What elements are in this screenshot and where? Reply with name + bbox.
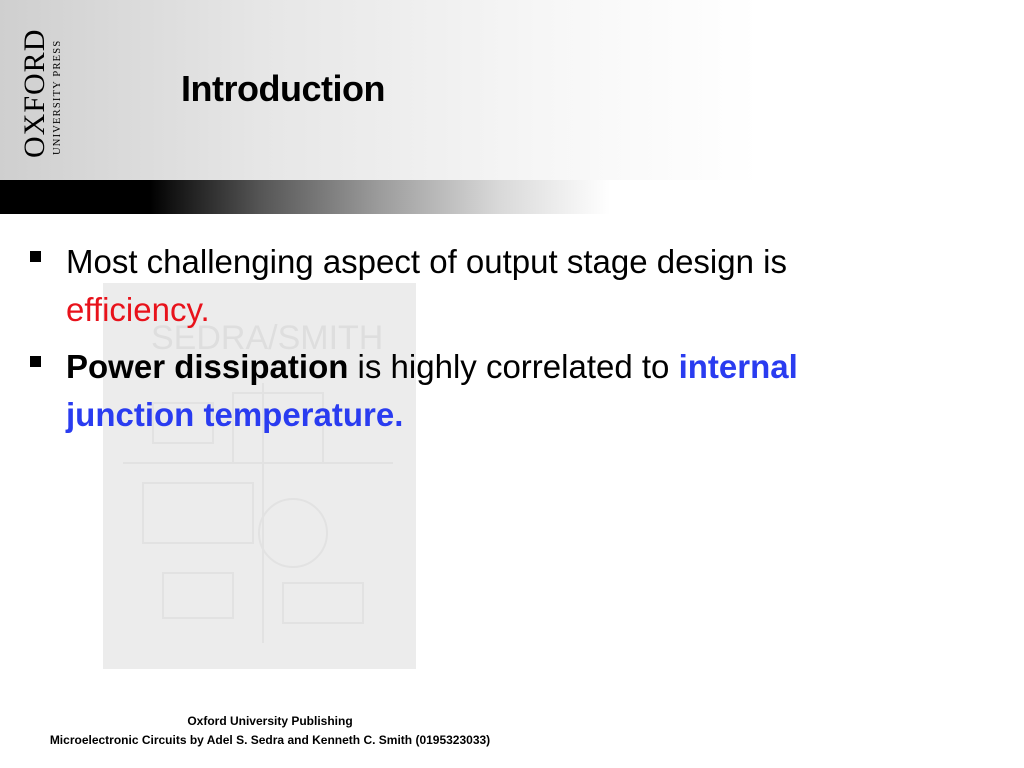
cover-watermark-text: SEDRA/SMITH	[151, 319, 384, 357]
logo-subname: UNIVERSITY PRESS	[52, 39, 63, 155]
highlight-efficiency: efficiency.	[66, 291, 210, 328]
bullet-list	[28, 238, 888, 448]
bullet-marker-icon	[30, 356, 41, 367]
slide-footer	[0, 712, 540, 750]
bullet-item-efficiency	[28, 238, 888, 334]
bullet-item-power-dissipation	[28, 343, 888, 439]
slide-title: Introduction	[181, 68, 385, 109]
header-gradient-bar	[0, 180, 1024, 214]
oxford-logo	[8, 18, 68, 163]
footer-publisher: Oxford University Publishing	[187, 714, 353, 728]
bullet-text: Most challenging aspect of output stage design is	[66, 243, 787, 280]
highlight-junction-temperature: internal junction temperature.	[66, 348, 798, 433]
bullet-marker-icon	[30, 251, 41, 262]
header-band	[0, 0, 1024, 180]
bullet-text: is highly correlated to	[348, 348, 679, 385]
bold-power-dissipation: Power dissipation	[66, 348, 349, 385]
footer-book-citation: Microelectronic Circuits by Adel S. Sedra and Kenneth C. Smith (0195323033)	[49, 733, 491, 747]
logo-name: OXFORD	[18, 28, 51, 158]
